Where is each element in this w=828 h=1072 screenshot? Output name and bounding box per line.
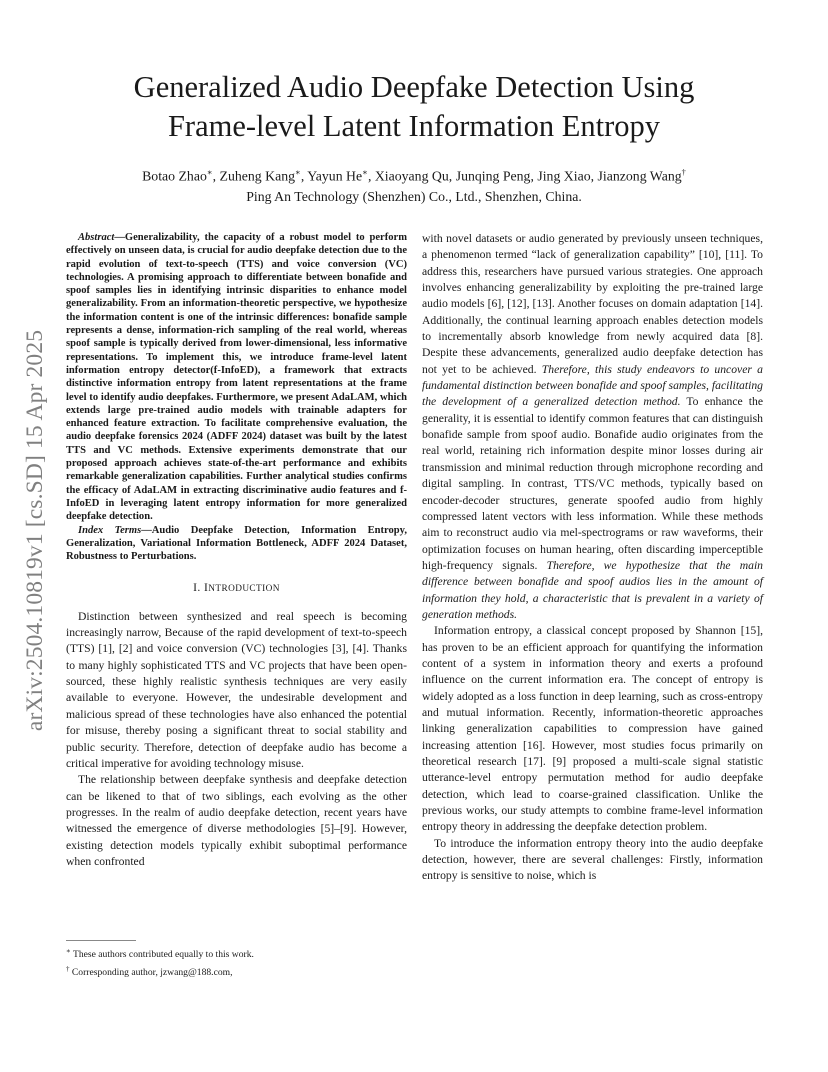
- right-paragraph-1-italic-2: Therefore, we hypothesize that the main difference between bonafide and spoof audios lies in the amount of information they hold, a characteristic that is prevalent in a variety of generation methods.: [422, 558, 763, 621]
- section-first-letter: I: [204, 581, 209, 595]
- footnote-corresponding-author: [66, 962, 407, 980]
- right-paragraph-1-text-a: with novel datasets or audio generated by previously unseen techniques, a phenomenon termed “lack of generalization capability” [10], [11]. To address this, researchers have pursued various strategies. One approach involves enhancing generalizability by exploiting the pre-trained large audio models [6], [12], [13]. Another focuses on domain adaptation [14]. Additionally, the continual learning approach enables detection models to incrementally absorb knowledge from newly acquired data [8]. Despite these advancements, generalized audio deepfake detection has not yet to be achieved.: [422, 232, 763, 376]
- abstract-label: Abstract: [78, 232, 115, 243]
- section-title-rest: NTRODUCTION: [208, 584, 280, 595]
- left-column: [66, 231, 407, 870]
- author-separator: ,: [448, 168, 456, 184]
- footnote-equal-contribution: [66, 944, 407, 962]
- footnote-mark: †: [66, 965, 70, 974]
- footnote-mark: ∗: [66, 947, 71, 955]
- right-paragraph-1-text-b: To enhance the generality, it is essential to identify common features that can distinguish bonafide sample from spoof audio. Bonafide audio originates from the real world, retaining rich information despite minor losses during air transmission and minimal reduction through microphone recording and digital sampling. In contrast, TTS/VC methods, typically based on encoder-decoder structures, generate spoofed audio from highly compressed latent vectors with less information. While these methods aim to reconstruct audio via mel-spectrograms or raw waveforms, their optimization focuses on human hearing, often discarding imperceptible high-frequency signals.: [422, 395, 763, 572]
- index-terms-label: Index Terms: [78, 524, 142, 536]
- author-separator: ,: [212, 168, 220, 184]
- footnotes: [66, 944, 407, 980]
- author-name: Junqing Peng: [455, 168, 531, 184]
- right-paragraph-1-italic: Therefore, this study endeavors to uncover a fundamental distinction between bonafide and spoof samples, facilitating the development of a generalized detection method.: [422, 362, 763, 409]
- author-name: Jianzong Wang: [597, 168, 682, 184]
- index-terms-text: —Audio Deepfake Detection, Information Entropy, Generalization, Variational Information Bottleneck, ADFF 2024 Dataset, Robustness to Perturbations.: [66, 524, 407, 563]
- author-name: Xiaoyang Qu: [374, 168, 449, 184]
- author-mark: ∗: [295, 167, 301, 177]
- section-number: I.: [193, 581, 201, 595]
- author-list: [60, 162, 768, 187]
- intro-paragraph-1: Distinction between synthesized and real speech is becoming increasingly narrow, Because of the rapid development of text-to-speech (TTS) [1], [2] and voice conversion (VC) technologies [3], [4]. Thanks to many highly sophisticated TTS and VC projects that have been open-sourced, these highly realistic synthesis techniques are very easily available to everyone. However, the undesirable development and malicious spread of these technologies have also enhanced the potential for misuse, thereby posing a significant threat to social stability and public security. Therefore, detection of deepfake audio has become a critical imperative for avoiding technology misuse.: [66, 609, 407, 770]
- author-mark: †: [681, 167, 686, 177]
- footnote-text: Corresponding author, jzwang@188.com,: [69, 967, 233, 979]
- footnote-divider: [66, 940, 136, 941]
- author-mark: ∗: [362, 167, 368, 177]
- author-name: Botao Zhao: [142, 168, 207, 184]
- index-terms: [66, 524, 407, 564]
- author-separator: ,: [530, 168, 538, 184]
- arxiv-identifier-stamp: [16, 290, 56, 770]
- title-line-1: Generalized Audio Deepfake Detection Using: [133, 70, 695, 104]
- author-name: Yayun He: [307, 168, 363, 184]
- author-name: Zuheng Kang: [219, 168, 296, 184]
- arxiv-identifier-text: arXiv:2504.10819v1 [cs.SD] 15 Apr 2025: [22, 329, 49, 731]
- right-column: [422, 231, 763, 885]
- right-paragraph-2: Information entropy, a classical concept proposed by Shannon [15], has proven to be an efficient approach for quantifying the information content of a system in information theory and exerts a profound influence on the current information era. The concept of entropy is widely adopted as a loss function in deep learning, such as cross-entropy and mutual information. Recently, information-theoretic approaches linking generalization capabilities to compression have gained increasing attention [16]. However, most studies focus primarily on theoretical research [17]. [9] proposed a multi-scale signal statistic utterance-level entropy permutation method for audio deepfake detection, which lead to coarse-grained classification. Unlike the previous works, our study attempts to combine frame-level information entropy theory in addressing the deepfake detection problem.: [422, 624, 763, 834]
- right-paragraph-3: To introduce the information entropy theory into the audio deepfake detection, however, there are several challenges: Firstly, information entropy is sensitive to noise, which is: [422, 836, 763, 883]
- author-separator: ,: [367, 168, 375, 184]
- author-name: Jing Xiao: [537, 168, 591, 184]
- section-heading-introduction: [66, 580, 407, 597]
- author-separator: ,: [300, 168, 308, 184]
- affiliation: Ping An Technology (Shenzhen) Co., Ltd., Shenzhen, China.: [246, 188, 582, 204]
- author-separator: ,: [590, 168, 598, 184]
- abstract-text: —Generalizability, the capacity of a robust model to perform effectively on unseen data, is crucial for audio deepfake detection due to the rapid evolution of text-to-speech (TTS) and voice conversion (VC) technologies. A promising approach to differentiate between bonafide and spoof samples lies in identifying intrinsic disparities to enhance model generalizability. From an information-theoretic perspective, we hypothesize the information content is one of the intrinsic differences: bonafide sample represents a dense, information-rich sampling of the real world, whereas spoof sample is typically derived from lower-dimensional, less informative representations. To implement this, we introduce frame-level latent information entropy detector(f-InfoED), a framework that extracts distinctive information entropy from latent representations at the frame level to identify audio deepfakes. Furthermore, we present AdaLAM, which extends large pre-trained audio models with trainable adapters for enhanced feature extraction. To facilitate comprehensive evaluation, the audio deepfake forensics 2024 (ADFF 2024) dataset was built by the latest TTS and VC methods. Extensive experiments demonstrate that our proposed approach achieves state-of-the-art performance and exhibits remarkable generalization capabilities. Further analytical studies confirms the efficacy of AdaLAM in extracting discriminative audio features and f-InfoED in leveraging latent entropy information for more generalized deepfake detection.: [66, 232, 407, 523]
- paper-title: [60, 68, 768, 146]
- abstract: [66, 231, 407, 524]
- title-line-2: Frame-level Latent Information Entropy: [167, 109, 661, 143]
- author-mark: ∗: [206, 167, 213, 177]
- intro-paragraph-2: The relationship between deepfake synthesis and deepfake detection can be likened to that of two siblings, each evolving as the other progresses. In the realm of audio deepfake detection, recent years have witnessed the emergence of diverse methodologies [5]–[9]. However, existing detection models typically exhibit suboptimal performance when confronted: [66, 773, 407, 868]
- right-paragraph-1: [422, 231, 763, 623]
- footnote-text: These authors contributed equally to this work.: [70, 949, 254, 961]
- author-block: [60, 162, 768, 207]
